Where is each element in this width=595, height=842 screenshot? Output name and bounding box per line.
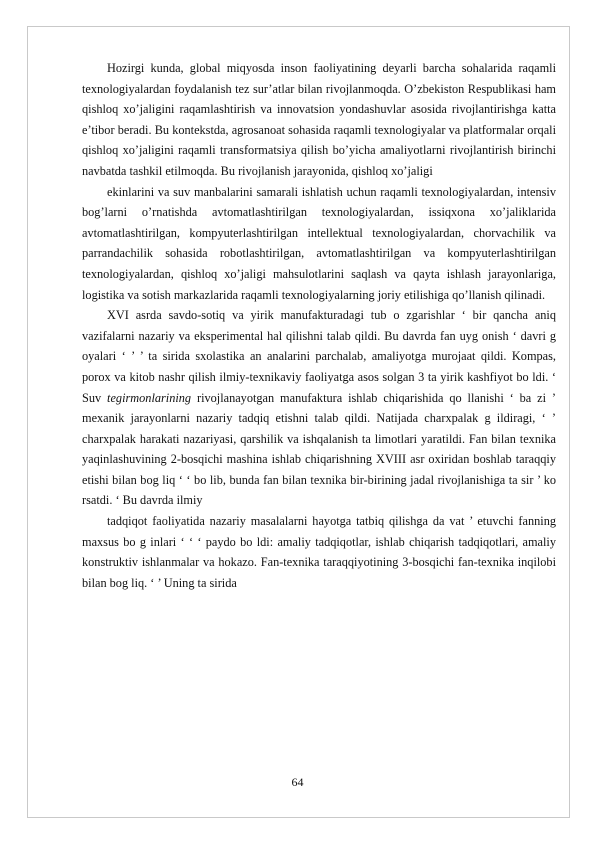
italic-term: tegirmonlarining [107, 390, 192, 405]
paragraph-1: Hozirgi kunda, global miqyosda inson faoliyatining deyarli barcha sohalarida raqamli texnologiyalardan foydalanish tez sur’atlar bilan rivojlanmoqda. O’zbekiston Respublikasi ham qishloq xo’jaligini raqamlashtirish va innovatsion yondashuvlar asosida rivojlantirishga katta e’tibor beradi. Bu kontekstda, agrosanoat sohasida raqamli texnologiyalar va platformalar orqali qishloq xo’jaligini raqamli transformatsiya qilish bo’yicha amaliyotlarni rivojlantirish birinchi navbatda tashkil etilmoqda. Bu rivojlanish jarayonida, qishloq xo’jaligi [82, 61, 556, 178]
paragraph-4: tadqiqot faoliyatida nazariy masalalarni hayotga tatbiq qilishga da vat ’ etuvchi fanning maxsus bo g inlari ‘ ‘ ‘ paydo bo ldi: amaliy tadqiqotlar, ishlab chiqarish tadqiqotlari, amaliy konstruktiv ishlanmalar va hokazo. Fan-texnika taraqqiyotining 3-bosqichi fan-texnika inqilobi bilan bog liq. ‘ ’ Uning ta sirida [82, 514, 556, 590]
paragraph-3-text-end: rivojlanayotgan manufaktura ishlab chiqarishida qo llanishi ‘ ba zi ’ mexanik jarayonlarni nazariy tadqiq etishni talab qildi. Natijada charxpalak g ildiragi, ‘ ’ charxpalak harakati nazariyasi, qarshilik va ishqalanish ta limotlari yaratildi. Fan bilan texnika yaqinlashuvining 2-bosqichi mashina ishlab chiqarishning XVIII asr oxiridan boshlab taraqqiy etishi bilan bog liq ‘ ‘ bo lib, bunda fan bilan texnika bir-birining jadal rivojlanishiga ta sir ’ ko rsatdi. ‘ Bu davrda ilmiy [82, 390, 557, 508]
paragraph-3-text-start: XVI asrda savdo-sotiq va yirik manufakturadagi tub o zgarishlar ‘ bir qancha aniq vazifalarni nazariy va eksperimental hal qilishni talab qildi. Bu davrda fan uyg onish ‘ davri g oyalari ‘ ’ ’ ta sirida sxolastika an analarini parchalab, amaliyotga murojaat qildi. Kompas, porox va kitob nashr qilish ilmiy-texnikaviy faoliyatga asos solgan 3 ta yirik kashfiyot bo ldi. ‘ Suv [82, 308, 556, 405]
document-body [82, 58, 556, 593]
paragraph-2: ekinlarini va suv manbalarini samarali ishlatish uchun raqamli texnologiyalardan, intensiv bog’larni o’rnatishda avtomatlashtirilgan texnologiyalardan, issiqxona xo’jaliklarida avtomatlashtirilgan, kompyuterlashtirilgan intellektual texnologiyalardan, chorvachilik va parrandachilik sohasida robotlashtirilgan, avtomatlashtirilgan va kompyuterlashtirilgan texnologiyalardan, qishloq xo’jaligi mahsulotlarini saqlash va qayta ishlash jarayonlariga, logistika va sotish markazlarida raqamli texnologiyalarning joriy etilishiga qo’llanish qilinadi. [82, 184, 556, 302]
page-number: 64 [291, 775, 304, 789]
paragraph-3 [82, 305, 556, 511]
